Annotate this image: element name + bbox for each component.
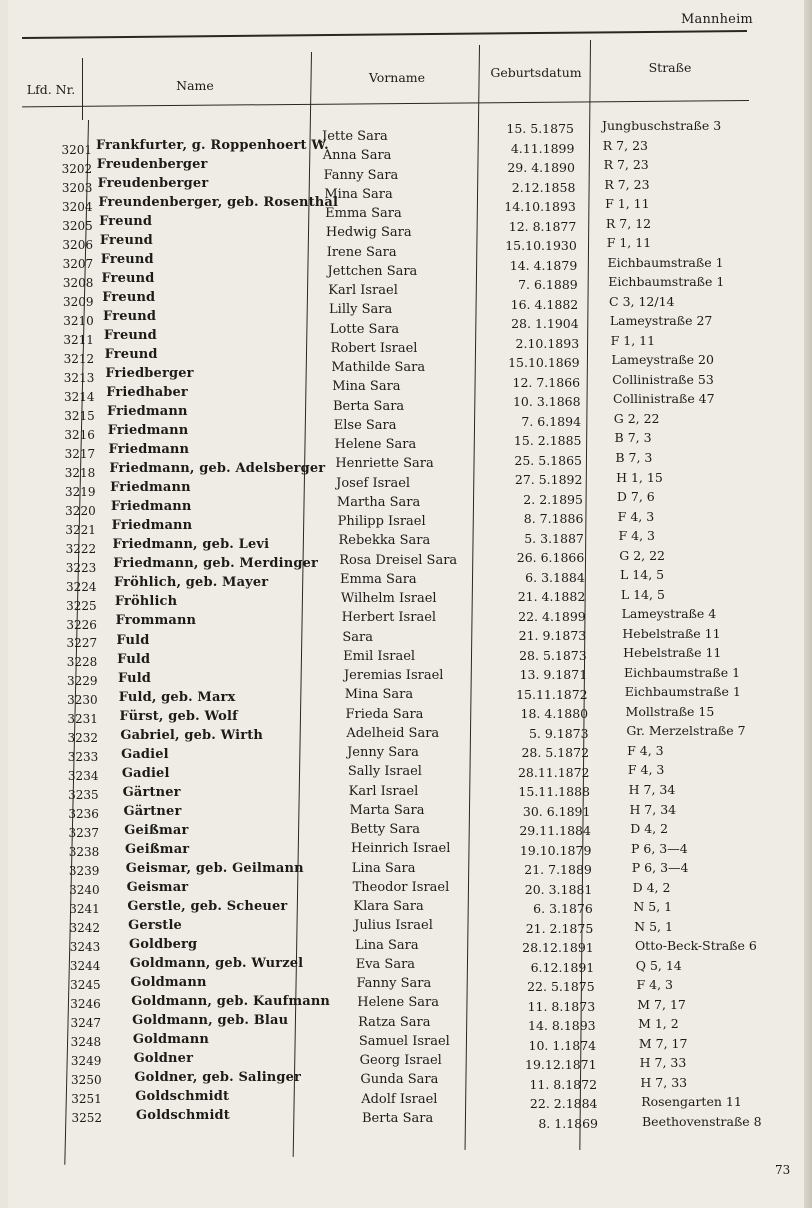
row-street: D 7, 6 [616,489,655,505]
row-number: 3249 [70,1054,102,1069]
row-street: H 1, 15 [616,469,663,485]
row-number: 3218 [64,465,96,480]
row-number: 3213 [63,370,95,385]
row-street: M 7, 17 [637,996,686,1012]
row-number: 3234 [67,769,99,784]
row-street: F 1, 11 [606,235,652,251]
row-number: 3211 [63,332,94,347]
row-vorname: Rosa Dreisel Sara [339,552,458,568]
row-birthdate: 6. 3.1876 [533,901,593,917]
row-vorname: Fanny Sara [323,167,399,183]
row-number: 3239 [68,864,100,879]
row-birthdate: 21. 2.1875 [525,920,594,936]
row-number: 3248 [70,1035,102,1050]
row-vorname: Helene Sara [357,995,439,1011]
row-vorname: Lilly Sara [329,302,393,318]
page-number: 73 [775,1163,791,1177]
row-number: 3229 [66,674,98,689]
row-street: P 6, 3—4 [631,860,689,876]
row-vorname: Frieda Sara [345,706,424,722]
row-birthdate: 26. 6.1866 [516,550,585,566]
row-street: F 4, 3 [627,742,664,758]
row-street: F 4, 3 [618,528,655,544]
row-street: R 7, 23 [602,137,648,153]
row-birthdate: 4.11.1899 [510,140,575,156]
row-number: 3204 [62,199,93,214]
row-name: Friedberger [105,366,194,382]
row-number: 3233 [67,750,99,765]
row-birthdate: 14.10.1893 [504,199,576,215]
column-header-name: Name [176,78,214,93]
row-vorname: Sara [342,629,374,645]
row-number: 3219 [64,484,96,499]
row-number: 3232 [67,731,99,746]
row-street: F 4, 3 [627,762,665,778]
row-name: Freund [99,214,153,230]
row-birthdate: 27. 5.1892 [514,472,583,488]
row-vorname: Berta Sara [332,398,405,414]
row-street: F 1, 11 [610,332,656,348]
row-name: Goldner [133,1050,194,1066]
row-birthdate: 28.12.1891 [522,940,594,956]
row-name: Fröhlich, geb. Mayer [114,575,269,591]
column-header-strasse: Straße [648,60,692,75]
row-street: D 4, 2 [632,879,671,895]
row-birthdate: 7. 6.1889 [518,277,578,293]
row-birthdate: 21. 7.1889 [524,862,592,878]
row-vorname: Herbert Israel [341,610,437,626]
row-street: F 4, 3 [636,977,673,993]
row-street: R 7, 12 [605,215,652,231]
row-number: 3222 [65,541,97,556]
row-number: 3252 [71,1111,102,1125]
row-vorname: Josef Israel [336,475,411,491]
row-name: Friedmann, geb. Adelsberger [109,461,326,477]
row-number: 3206 [62,237,93,252]
row-street: Otto-Beck-Straße 6 [634,938,757,954]
row-birthdate: 6.12.1891 [530,959,595,975]
row-name: Freund [99,233,153,249]
row-vorname: Mina Sara [332,379,401,395]
row-street: Lameystraße 20 [611,352,714,368]
row-vorname: Lotte Sara [329,321,400,337]
row-number: 3241 [69,902,100,917]
row-birthdate: 18. 4.1880 [520,706,589,722]
row-name: Friedmann, geb. Merdinger [113,556,318,572]
row-birthdate: 8. 1.1869 [538,1116,598,1131]
row-street: Beethovenstraße 8 [642,1114,762,1129]
row-number: 3209 [63,294,94,309]
row-street: G 2, 22 [619,547,666,563]
row-birthdate: 5. 3.1887 [524,530,584,546]
row-vorname: Emma Sara [340,571,417,587]
row-birthdate: 21. 9.1873 [518,628,587,644]
row-street: Eichbaumstraße 1 [624,684,741,700]
row-number: 3208 [62,275,94,290]
row-number: 3243 [69,940,101,955]
row-number: 3236 [68,807,99,822]
row-name: Friedmann [107,423,189,439]
row-name: Gadiel [121,765,170,781]
row-street: N 5, 1 [633,899,673,915]
row-street: Q 5, 14 [635,957,682,973]
row-number: 3223 [65,560,97,575]
row-vorname: Emma Sara [325,206,402,222]
row-vorname: Rebekka Sara [338,533,431,549]
row-birthdate: 15.10.1930 [505,238,577,254]
row-birthdate: 10. 3.1868 [512,394,581,410]
row-number: 3216 [64,427,95,442]
row-name: Goldmann, geb. Wurzel [129,955,304,971]
row-street: Hebelstraße 11 [622,625,721,641]
row-number: 3221 [65,522,96,537]
row-street: B 7, 3 [615,450,653,465]
city-header: Mannheim [681,12,753,27]
row-birthdate: 28.11.1872 [517,764,590,780]
row-name: Goldmann [132,1031,209,1047]
row-birthdate: 14. 4.1879 [509,257,578,273]
row-name: Freudenberger [97,176,209,192]
row-street: Eichbaumstraße 1 [623,664,741,680]
row-name: Friedmann [110,499,192,515]
row-street: C 3, 12/14 [609,293,675,309]
column-header-vorname: Vorname [368,70,426,85]
row-number: 3225 [66,598,97,613]
row-vorname: Mathilde Sara [331,360,426,376]
row-vorname: Betty Sara [350,822,421,838]
row-number: 3246 [70,997,101,1012]
row-birthdate: 12. 8.1877 [508,218,577,234]
row-vorname: Karl Israel [328,283,398,299]
row-vorname: Samuel Israel [358,1033,450,1049]
row-street: F 1, 11 [605,196,650,212]
row-number: 3217 [64,446,96,461]
row-number: 3212 [63,351,95,366]
row-vorname: Jette Sara [322,129,388,144]
row-name: Freund [100,252,154,268]
row-birthdate: 11. 8.1873 [527,998,596,1014]
row-name: Goldmann, geb. Kaufmann [131,993,331,1009]
row-number: 3207 [62,256,94,271]
row-birthdate: 28. 1.1904 [511,316,579,332]
row-name: Friedmann [108,442,190,458]
row-vorname: Heinrich Israel [351,841,451,857]
row-birthdate: 29. 4.1890 [507,160,575,176]
row-number: 3205 [62,218,93,233]
row-street: M 1, 2 [638,1016,679,1032]
row-name: Geißmar [124,822,189,838]
row-street: F 4, 3 [617,508,655,524]
row-birthdate: 19.12.1871 [525,1057,597,1073]
row-name: Gadiel [121,746,169,762]
row-name: Fröhlich [114,594,178,610]
row-name: Gärtner [122,784,181,800]
row-birthdate: 25. 5.1865 [514,452,582,468]
row-number: 3238 [68,845,100,860]
row-vorname: Eva Sara [355,956,416,972]
row-birthdate: 22. 5.1875 [527,979,595,995]
column-divider [82,58,83,120]
row-name: Freund [103,328,157,344]
row-name: Freund [102,290,156,306]
row-birthdate: 15.10.1869 [508,355,580,371]
row-name: Geißmar [125,841,190,857]
row-street: H 7, 34 [628,782,676,797]
row-vorname: Berta Sara [362,1111,434,1126]
row-name: Fuld, geb. Marx [118,689,236,705]
row-birthdate: 15.11.1872 [516,686,588,702]
row-birthdate: 14. 8.1893 [528,1018,596,1034]
row-vorname: Lina Sara [351,860,416,876]
row-street: P 6, 3—4 [631,840,688,856]
row-street: H 7, 34 [629,801,677,817]
row-street: Lameystraße 27 [609,313,713,329]
row-number: 3201 [61,143,92,157]
row-number: 3235 [68,788,99,803]
row-birthdate: 2.10.1893 [515,335,580,351]
row-vorname: Sally Israel [347,764,422,780]
row-birthdate: 10. 1.1874 [528,1037,597,1053]
row-name: Fuld [116,632,150,648]
row-number: 3237 [68,826,100,841]
row-street: Eichbaumstraße 1 [608,274,725,290]
row-vorname: Martha Sara [336,494,421,510]
row-name: Goldmann [130,974,207,990]
row-vorname: Irene Sara [326,244,397,260]
row-number: 3226 [66,617,97,632]
row-vorname: Philipp Israel [337,514,426,530]
row-name: Gerstle, geb. Scheuer [127,898,288,914]
row-name: Gärtner [123,803,182,819]
row-vorname: Jeremias Israel [343,668,444,684]
row-name: Frommann [115,613,197,629]
column-header-nr: Lfd. Nr. [26,82,76,97]
row-birthdate: 22. 4.1899 [518,608,586,624]
row-vorname: Henriette Sara [335,456,434,472]
row-street: Mollstraße 15 [625,703,715,719]
row-birthdate: 29.11.1884 [519,823,591,839]
row-number: 3240 [69,883,100,898]
row-street: H 7, 33 [640,1074,688,1090]
row-street: M 7, 17 [638,1035,688,1051]
row-vorname: Helene Sara [334,437,417,453]
row-number: 3231 [67,712,98,727]
row-birthdate: 15. 5.1875 [506,121,574,136]
row-birthdate: 21. 4.1882 [517,589,586,605]
row-name: Goldberg [128,936,198,952]
row-name: Friedmann [106,404,188,420]
row-birthdate: 19.10.1879 [519,842,592,858]
row-vorname: Jenny Sara [347,745,419,761]
row-vorname: Else Sara [333,417,397,433]
row-street: Gr. Merzelstraße 7 [626,723,746,739]
column-header-geburtsdatum: Geburtsdatum [490,65,582,80]
row-name: Friedmann [111,518,193,534]
row-birthdate: 11. 8.1872 [529,1076,598,1092]
row-vorname: Mina Sara [344,687,414,703]
row-vorname: Klara Sara [353,899,424,915]
row-number: 3228 [66,655,98,670]
row-street: R 7, 23 [604,176,650,192]
row-name: Fuld [117,670,152,686]
row-vorname: Jettchen Sara [327,263,418,279]
row-vorname: Gunda Sara [360,1072,439,1088]
row-name: Goldschmidt [135,1088,230,1104]
row-street: N 5, 1 [634,918,673,934]
row-vorname: Ratza Sara [358,1014,431,1030]
row-birthdate: 7. 6.1894 [521,413,582,429]
row-vorname: Anna Sara [322,148,392,164]
row-name: Goldner, geb. Salinger [134,1069,302,1085]
row-street: Hebelstraße 11 [623,645,722,661]
row-number: 3203 [61,180,93,195]
row-name: Goldschmidt [136,1108,230,1123]
row-name: Geismar [126,879,189,895]
row-name: Goldmann, geb. Blau [132,1012,289,1028]
row-vorname: Hedwig Sara [325,225,412,241]
row-vorname: Marta Sara [349,802,425,818]
row-birthdate: 5. 9.1873 [528,725,589,741]
row-birthdate: 6. 3.1884 [525,569,585,585]
row-name: Fuld [117,651,151,667]
row-number: 3224 [65,579,97,594]
row-birthdate: 28. 5.1873 [519,647,587,663]
page-edge [804,0,812,1208]
row-street: L 14, 5 [620,586,665,602]
row-vorname: Mina Sara [324,186,393,202]
row-number: 3242 [69,921,101,936]
row-name: Freundenberger, geb. Rosenthal [98,195,339,211]
row-birthdate: 2.12.1858 [511,179,576,195]
row-birthdate: 28. 5.1872 [521,745,590,761]
row-street: Rosengarten 11 [641,1094,742,1110]
row-name: Geismar, geb. Geilmann [125,860,304,876]
row-vorname: Robert Israel [330,340,418,356]
row-vorname: Adelheid Sara [346,725,440,741]
row-vorname: Wilhelm Israel [340,591,437,607]
row-street: Collinistraße 47 [612,391,715,407]
row-vorname: Theodor Israel [352,879,450,895]
row-number: 3202 [61,161,93,176]
row-street: Eichbaumstraße 1 [607,254,724,270]
row-name: Frankfurter, g. Roppenhoert W. [96,138,329,153]
row-birthdate: 20. 3.1881 [524,881,593,897]
row-street: L 14, 5 [620,567,665,583]
row-number: 3250 [71,1073,102,1088]
row-street: H 7, 33 [639,1055,687,1071]
row-number: 3214 [64,389,95,404]
row-name: Gerstle [128,917,182,933]
row-name: Friedmann, geb. Levi [112,537,270,553]
row-birthdate: 15. 2.1885 [513,433,582,449]
row-number: 3245 [70,978,101,993]
row-vorname: Georg Israel [359,1053,442,1069]
row-number: 3230 [67,693,98,708]
row-name: Freund [104,347,158,363]
row-number: 3247 [70,1016,102,1031]
row-name: Gabriel, geb. Wirth [120,727,263,743]
row-number: 3227 [66,636,98,651]
row-birthdate: 8. 7.1886 [523,511,584,527]
row-name: Friedmann [110,480,191,496]
row-number: 3215 [64,408,95,423]
row-birthdate: 22. 2.1884 [529,1096,598,1112]
row-street: Collinistraße 53 [612,371,714,387]
row-street: Lameystraße 4 [621,606,717,622]
row-number: 3210 [63,313,94,328]
row-street: R 7, 23 [603,157,649,173]
row-birthdate: 15.11.1888 [518,784,590,800]
row-birthdate: 30. 6.1891 [522,803,591,819]
row-vorname: Fanny Sara [356,976,432,992]
row-street: D 4, 2 [630,821,669,837]
row-number: 3244 [69,959,101,974]
row-vorname: Adolf Israel [361,1091,438,1107]
row-street: B 7, 3 [614,430,652,446]
row-name: Fürst, geb. Wolf [119,708,238,724]
row-birthdate: 12. 7.1866 [512,374,581,390]
row-vorname: Karl Israel [348,783,419,799]
row-number: 3220 [65,503,96,518]
row-vorname: Lina Sara [354,937,419,953]
row-name: Freund [103,309,157,325]
row-birthdate: 13. 9.1871 [519,667,588,683]
row-name: Friedhaber [106,385,188,401]
row-birthdate: 2. 2.1895 [523,491,583,507]
row-street: G 2, 22 [613,410,660,426]
row-birthdate: 16. 4.1882 [510,296,579,312]
row-name: Freudenberger [96,157,208,173]
row-vorname: Emil Israel [343,648,416,664]
row-name: Freund [101,271,155,287]
row-number: 3251 [71,1092,102,1107]
row-vorname: Julius Israel [354,918,433,934]
row-street: Jungbuschstraße 3 [602,118,722,133]
